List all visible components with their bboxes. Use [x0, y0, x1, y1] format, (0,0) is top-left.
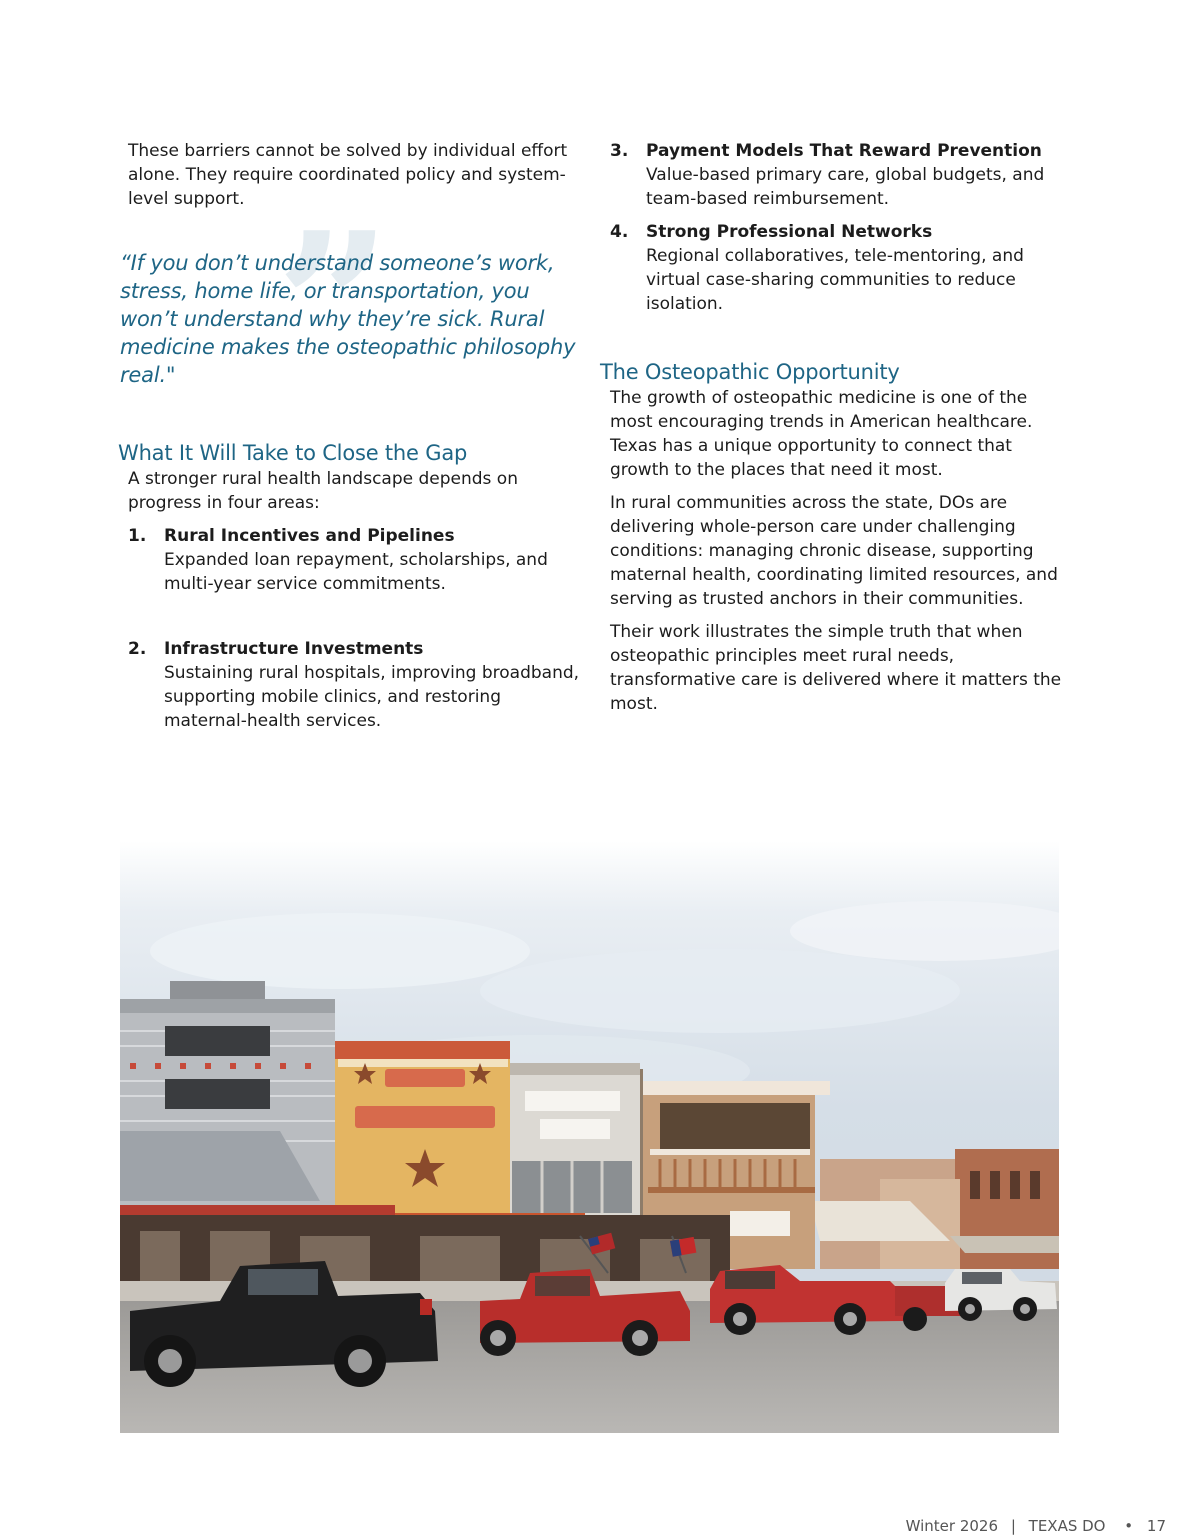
list-number: 3. [610, 141, 629, 161]
gap-intro-paragraph: A stronger rural health landscape depends on progress in four areas: [128, 469, 518, 513]
numbered-list [118, 524, 583, 733]
list-item-text: Sustaining rural hospitals, improving broadband, supporting mobile clinics, and restoring maternal-health services. [164, 663, 580, 731]
list-item-title: Payment Models That Reward Prevention [646, 141, 1042, 161]
opportunity-paragraph: In rural communities across the state, DOs are delivering whole-person care under challenging conditions: managing chronic disease, supporting maternal health, coordinating limited resources, and serving as trusted anchors in their communities. [610, 493, 1058, 609]
pull-quote-block [118, 189, 583, 424]
intro-paragraph: These barriers cannot be solved by individual effort alone. They require coordinated policy and system-level support. [128, 141, 568, 209]
list-item-text: Regional collaboratives, tele-mentoring, and virtual case-sharing communities to reduce isolation. [646, 246, 1024, 314]
main-street-illustration [120, 841, 1059, 1433]
quotation-mark-icon: ” [276, 189, 392, 424]
opportunity-paragraph: Their work illustrates the simple truth that when osteopathic principles meet rural needs, transformative care is delivered where it matters the most. [610, 622, 1062, 714]
pull-quote: “If you don’t understand someone’s work, stress, home life, or transportation, you won’t understand why they’re sick. Rural medicine makes the osteopathic philosophy real." [120, 251, 576, 387]
list-item [600, 139, 1070, 211]
footer-separator: | [1010, 1517, 1016, 1535]
list-number: 1. [128, 526, 147, 546]
section-heading-close-the-gap: What It Will Take to Close the Gap [118, 441, 468, 465]
page-number: 17 [1146, 1517, 1166, 1535]
list-item-title: Infrastructure Investments [164, 639, 424, 659]
list-item [118, 637, 583, 733]
list-item [600, 220, 1070, 316]
bullet-separator: • [1124, 1517, 1134, 1535]
section-heading-osteopathic-opportunity: The Osteopathic Opportunity [600, 360, 900, 384]
page-footer [906, 1517, 1166, 1535]
list-item-title: Strong Professional Networks [646, 222, 933, 242]
list-item-text: Value-based primary care, global budgets, and team-based reimbursement. [646, 165, 1045, 209]
left-column [118, 139, 583, 733]
list-item [118, 524, 583, 596]
list-number: 2. [128, 639, 147, 659]
list-item-title: Rural Incentives and Pipelines [164, 526, 455, 546]
numbered-list-continued [600, 139, 1070, 316]
publication-name: TEXAS DO [1028, 1517, 1106, 1535]
issue-label: Winter 2026 [905, 1517, 999, 1535]
opportunity-paragraph: The growth of osteopathic medicine is one of the most encouraging trends in American healthcare. Texas has a unique opportunity to connect that growth to the places that need it most. [610, 388, 1033, 480]
list-number: 4. [610, 222, 629, 242]
right-column [600, 139, 1070, 716]
main-street-photo [120, 841, 1059, 1433]
list-item-text: Expanded loan repayment, scholarships, and multi-year service commitments. [164, 550, 548, 594]
